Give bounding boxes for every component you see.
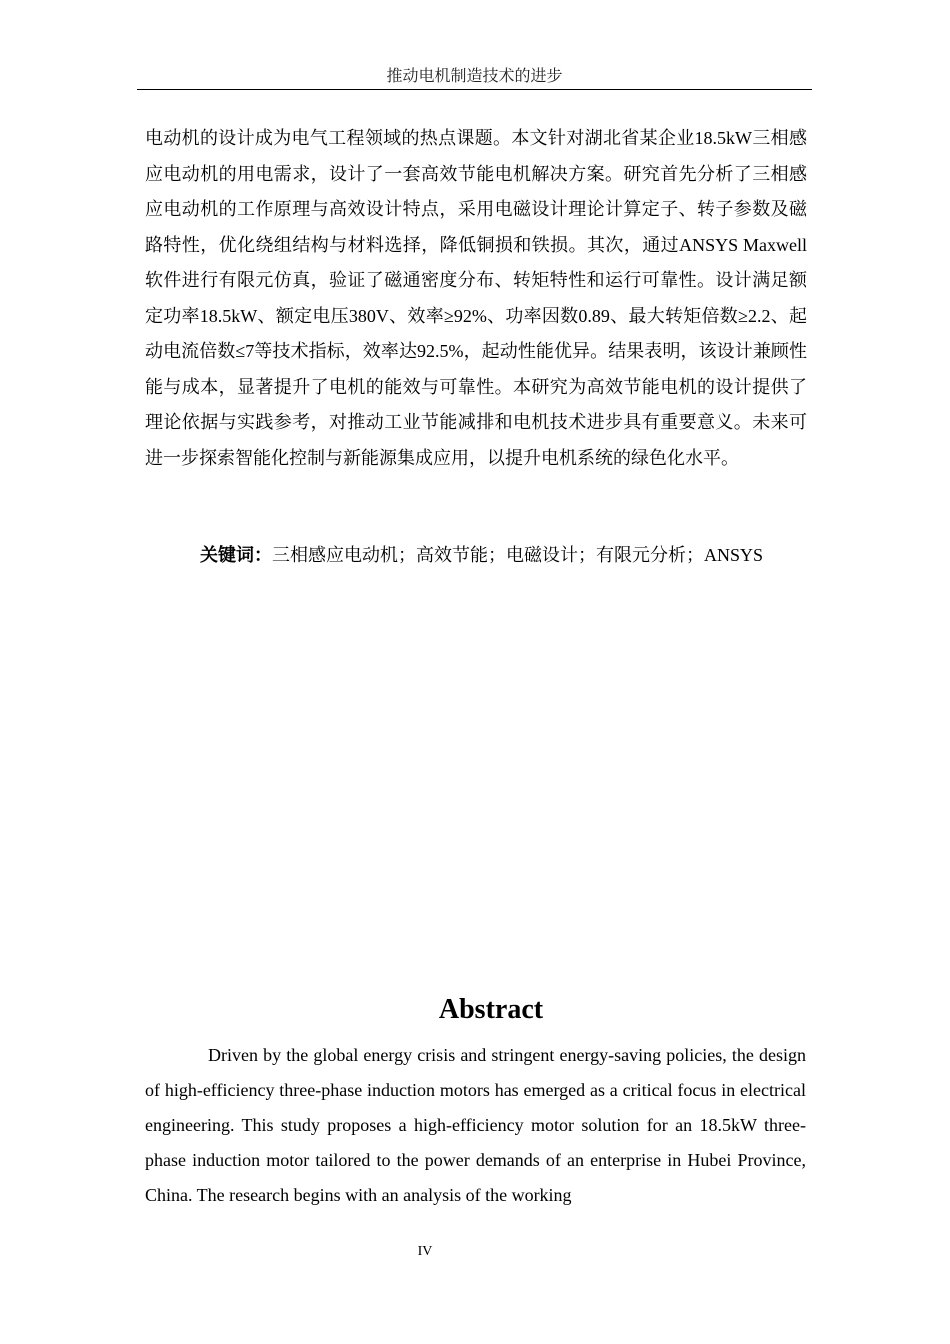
keywords-text: 三相感应电动机；高效节能；电磁设计；有限元分析；ANSYS xyxy=(272,545,764,565)
header-divider xyxy=(137,89,812,90)
page-number: IV xyxy=(417,1244,433,1259)
keywords-line xyxy=(200,539,820,572)
english-abstract-body: Driven by the global energy crisis and stringent energy-saving policies, the design of high-efficiency three-phase induction motors has emerged as a critical focus in electrical engineering. This study proposes a high-efficiency motor solution for an 18.5kW three-phase induction motor tailored to the power demands of an enterprise in Hubei Province, China. The research begins with an analysis of the working xyxy=(145,1045,806,1205)
chinese-abstract-body: 电动机的设计成为电气工程领域的热点课题。本文针对湖北省某企业18.5kW三相感应电动机的用电需求，设计了一套高效节能电机解决方案。研究首先分析了三相感应电动机的工作原理与高效设计特点，采用电磁设计理论计算定子、转子参数及磁路特性，优化绕组结构与材料选择，降低铜损和铁损。其次，通过ANSYS Maxwell软件进行有限元仿真，验证了磁通密度分布、转矩特性和运行可靠性。设计满足额定功率18.5kW、额定电压380V、效率≥92%、功率因数0.89、最大转矩倍数≥2.2、起动电流倍数≤7等技术指标，效率达92.5%，起动性能优异。结果表明，该设计兼顾性能与成本，显著提升了电机的能效与可靠性。本研究为高效节能电机的设计提供了理论依据与实践参考，对推动工业节能减排和电机技术进步具有重要意义。未来可进一步探索智能化控制与新能源集成应用，以提升电机系统的绿色化水平。 xyxy=(145,128,807,468)
running-header: 推动电机制造技术的进步 xyxy=(386,68,563,85)
keywords-label: 关键词： xyxy=(200,545,272,566)
abstract-heading: Abstract xyxy=(438,994,544,1025)
